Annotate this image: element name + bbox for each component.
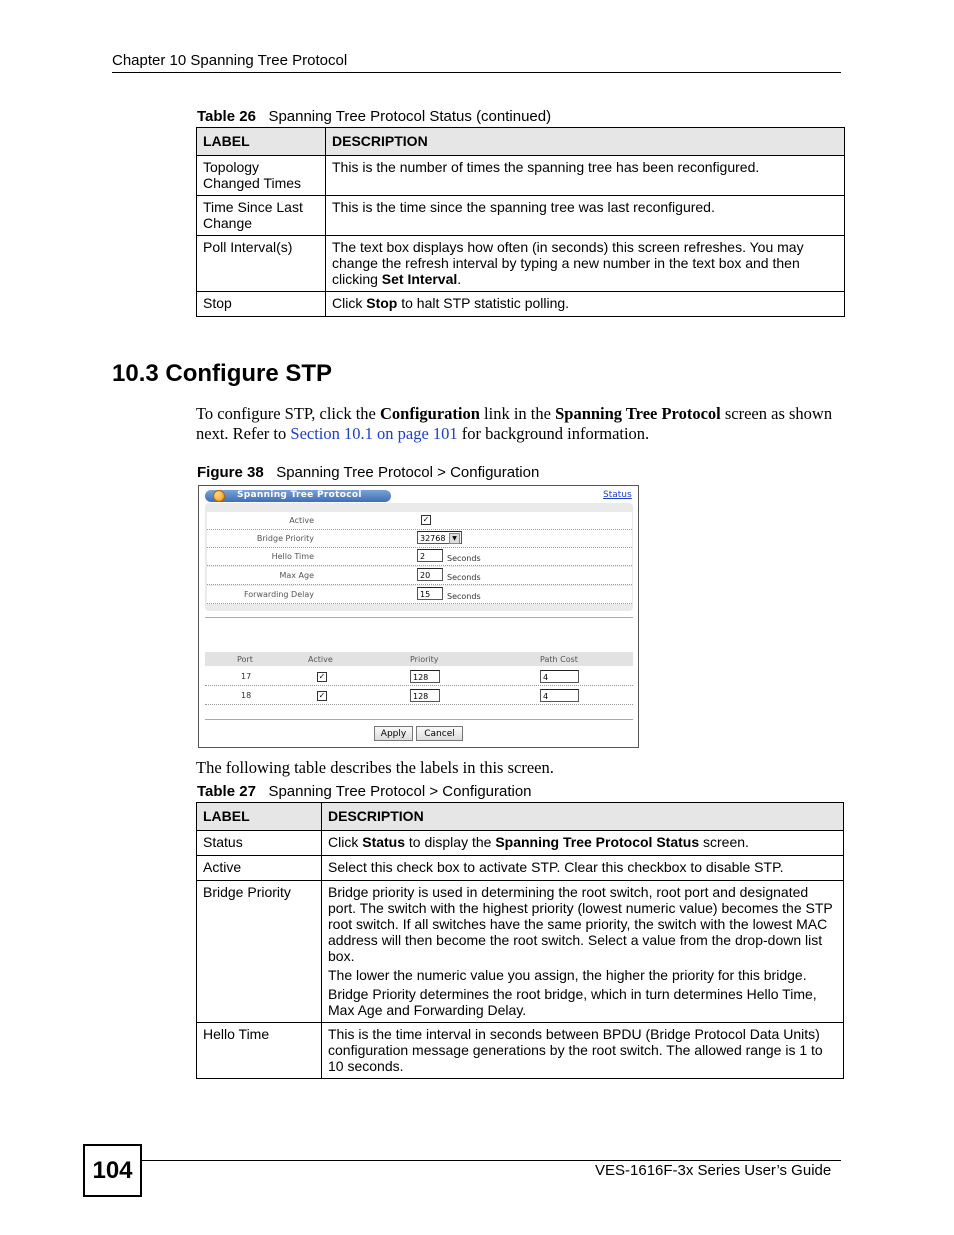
row-desc: This is the time since the spanning tree was last reconfigured. [326, 196, 845, 236]
apply-button[interactable]: Apply [374, 726, 413, 741]
row-desc [322, 881, 844, 1023]
row-desc: Click Stop to halt STP statistic polling. [326, 292, 845, 317]
port-col-header: Port [237, 655, 253, 664]
max-age-row [207, 567, 632, 585]
table-row [197, 1023, 844, 1079]
row-label: Status [197, 831, 322, 856]
row-desc: Click Status to display the Spanning Tree Protocol Status screen. [322, 831, 844, 856]
figure38-caption-text: Spanning Tree Protocol > Configuration [276, 464, 540, 481]
active-col-header: Active [308, 655, 333, 664]
row-desc: The text box displays how often (in seconds) this screen refreshes. You may change the refresh interval by typing a new number in the text box and then clicking Set Interval. [326, 236, 845, 292]
table26-caption-text: Spanning Tree Protocol Status (continued) [268, 108, 552, 125]
row-desc: This is the time interval in seconds between BPDU (Bridge Protocol Data Units) configuration message generations by the root switch. The allowed range is 1 to 10 seconds. [322, 1023, 844, 1079]
table27-caption [197, 783, 532, 800]
row-label: Topology Changed Times [197, 156, 326, 196]
port-path-cost-input[interactable]: 4 [540, 689, 579, 702]
table27-col-desc: DESCRIPTION [322, 803, 844, 831]
table-row [205, 667, 633, 686]
active-label: Active [289, 516, 314, 525]
table26-caption [197, 108, 551, 125]
port-table-header [205, 652, 633, 666]
section-link[interactable]: Section 10.1 on page 101 [290, 424, 458, 443]
cancel-button[interactable]: Cancel [416, 726, 463, 741]
bridge-desc-p2: The lower the numeric value you assign, the higher the priority for this bridge. [328, 967, 807, 983]
row-label: Active [197, 856, 322, 881]
table26-col-label: LABEL [197, 128, 326, 156]
table26-col-desc: DESCRIPTION [326, 128, 845, 156]
figure38-caption [197, 464, 539, 481]
running-header: Chapter 10 Spanning Tree Protocol [112, 52, 348, 69]
forwarding-delay-label: Forwarding Delay [243, 590, 314, 599]
row-label: Hello Time [197, 1023, 322, 1079]
table-row [197, 292, 845, 317]
row-label: Time Since Last Change [197, 196, 326, 236]
port-path-cost-input[interactable]: 4 [540, 670, 579, 683]
row-desc: This is the number of times the spanning tree has been reconfigured. [326, 156, 845, 196]
max-age-input[interactable]: 20 [417, 568, 443, 581]
row-desc: Select this check box to activate STP. Clear this checkbox to disable STP. [322, 856, 844, 881]
bridge-priority-label: Bridge Priority [256, 534, 314, 543]
page-number: 104 [83, 1144, 142, 1197]
port-number: 17 [241, 672, 252, 681]
hello-time-input[interactable]: 2 [417, 549, 443, 562]
max-age-label: Max Age [279, 571, 314, 580]
intro-paragraph: To configure STP, click the Configuration link in the Spanning Tree Protocol screen as shown next. Refer to Section 10.1 on page 101 for background information. [196, 404, 833, 443]
table-row [205, 686, 633, 705]
table-row [197, 831, 844, 856]
table27-col-label: LABEL [197, 803, 322, 831]
row-label: Poll Interval(s) [197, 236, 326, 292]
status-link[interactable]: Status [603, 490, 632, 500]
table-row [197, 856, 844, 881]
bridge-priority-select[interactable]: 32768 ▼ [417, 531, 462, 544]
table-row [197, 156, 845, 196]
hello-time-label: Hello Time [271, 552, 314, 561]
footer-rule [140, 1160, 841, 1161]
divider [205, 617, 633, 618]
table27-caption-text: Spanning Tree Protocol > Configuration [268, 783, 532, 800]
port-priority-input[interactable]: 128 [410, 689, 440, 702]
section-heading: 10.3 Configure STP [112, 360, 333, 387]
divider [205, 719, 633, 720]
table27-header-row [197, 803, 844, 831]
port-active-checkbox[interactable]: ✓ [318, 691, 326, 700]
active-checkbox[interactable]: ✓ [422, 515, 430, 524]
max-age-unit: Seconds [447, 573, 481, 582]
table26-header-row [197, 128, 845, 156]
table27-caption-num: Table 27 [197, 783, 256, 800]
row-label: Bridge Priority [197, 881, 322, 1023]
table26-caption-num: Table 26 [197, 108, 256, 125]
hello-time-row [207, 548, 632, 566]
table-row [197, 196, 845, 236]
active-row [207, 512, 632, 530]
port-number: 18 [241, 691, 252, 700]
path-cost-col-header: Path Cost [540, 655, 578, 664]
bridge-desc-p1: Bridge priority is used in determining the root switch, root port and designated port. The switch with the highest priority (lowest numeric value) becomes the STP root switch. If all switches have the same priority, the switch with the lowest MAC address will then become the root switch. Select a value from the drop-down list box. [328, 884, 833, 964]
table26 [196, 127, 845, 317]
bridge-priority-row [207, 530, 632, 548]
bridge-desc-p3: Bridge Priority determines the root bridge, which in turn determines Hello Time, Max Age and Forwarding Delay. [328, 986, 817, 1018]
table-row [197, 236, 845, 292]
forwarding-delay-unit: Seconds [447, 592, 481, 601]
screen-title: Spanning Tree Protocol [237, 490, 362, 500]
table-row [197, 881, 844, 1023]
title-orb-icon [213, 490, 225, 502]
forwarding-delay-input[interactable]: 15 [417, 587, 443, 600]
running-footer: VES-1616F-3x Series User’s Guide [595, 1162, 832, 1179]
header-rule [112, 72, 841, 73]
table27-lead: The following table describes the labels in this screen. [196, 758, 554, 777]
table27 [196, 802, 844, 1079]
port-priority-input[interactable]: 128 [410, 670, 440, 683]
figure38-caption-num: Figure 38 [197, 464, 264, 481]
dropdown-arrow-icon: ▼ [449, 533, 460, 544]
hello-time-unit: Seconds [447, 554, 481, 563]
row-label: Stop [197, 292, 326, 317]
forwarding-delay-row [207, 586, 632, 604]
port-active-checkbox[interactable]: ✓ [318, 672, 326, 681]
stp-config-screenshot [198, 485, 639, 748]
priority-col-header: Priority [410, 655, 439, 664]
